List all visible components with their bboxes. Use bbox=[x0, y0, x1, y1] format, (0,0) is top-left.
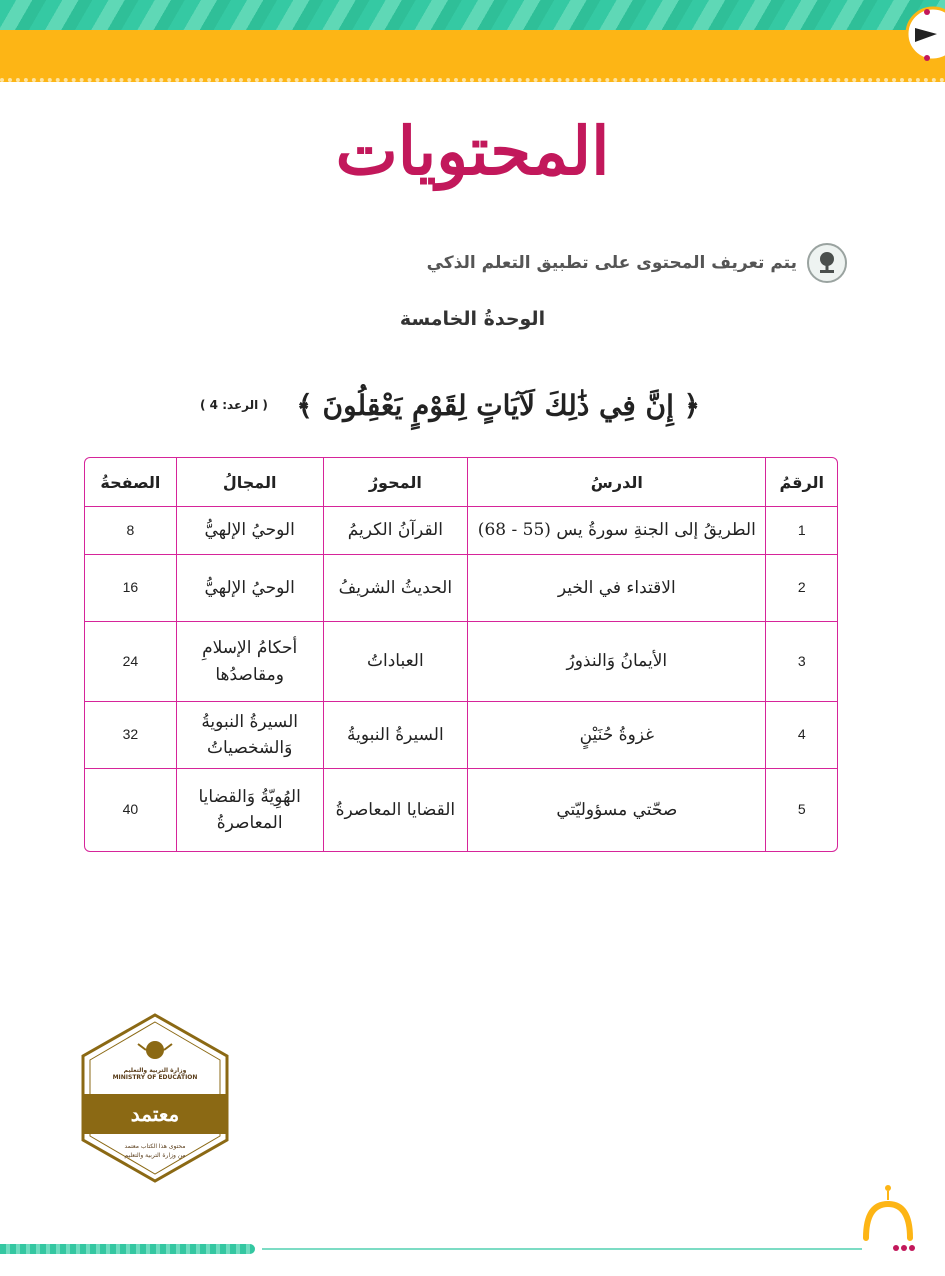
verse-text: ﴿ إِنَّ فِي ذَٰلِكَ لَآيَاتٍ لِقَوْمٍ يَعْقِلُونَ ﴾ bbox=[296, 388, 700, 422]
mosque-dome-icon bbox=[860, 1180, 920, 1252]
bottom-decorative-bar bbox=[0, 1244, 255, 1254]
row-field: الوحيُ الإلهيُّ bbox=[176, 507, 323, 555]
bottom-divider bbox=[262, 1248, 862, 1250]
row-axis: العباداتُ bbox=[323, 622, 468, 702]
header-page: الصفحةُ bbox=[85, 458, 176, 507]
smart-app-text: يتم تعريف المحتوى على تطبيق التعلم الذكي bbox=[426, 253, 797, 273]
row-field: الوحيُ الإلهيُّ bbox=[176, 555, 323, 622]
row-page[interactable]: 40 bbox=[122, 801, 139, 818]
row-page[interactable]: 32 bbox=[85, 702, 176, 769]
smart-app-note bbox=[427, 243, 847, 283]
row-number: 3 bbox=[765, 622, 837, 702]
verse-reference: ( الرعد: 4 ) bbox=[200, 398, 268, 412]
header-number: الرقمُ bbox=[765, 458, 837, 507]
unit-title: الوحدةُ الخامسة bbox=[399, 308, 546, 330]
table-row[interactable] bbox=[85, 507, 837, 555]
row-axis: القضايا المعاصرةُ bbox=[323, 769, 468, 851]
badge-ministry-ar: وزارة التربية والتعليم bbox=[123, 1067, 187, 1074]
row-page[interactable]: 16 bbox=[85, 555, 176, 622]
approval-badge bbox=[80, 1012, 230, 1184]
row-lesson[interactable]: غزوةُ حُنَيْنٍ bbox=[467, 702, 765, 769]
page-title: المحتويات bbox=[335, 112, 610, 190]
top-orange-band bbox=[0, 30, 945, 82]
row-number: 4 bbox=[765, 702, 837, 769]
row-page[interactable]: 24 bbox=[85, 622, 176, 702]
table-header-row bbox=[85, 458, 837, 507]
row-number: 1 bbox=[765, 507, 837, 555]
row-field: السيرةُ النبويةُ وَالشخصياتُ bbox=[176, 702, 323, 769]
badge-label: معتمد bbox=[83, 1094, 227, 1134]
table-row[interactable] bbox=[85, 555, 837, 622]
table-row[interactable] bbox=[85, 769, 837, 851]
row-number: 2 bbox=[765, 555, 837, 622]
row-lesson[interactable]: الأيمانُ وَالنذورُ bbox=[467, 622, 765, 702]
badge-note-line2: من وزارة التربية والتعليم bbox=[124, 1152, 186, 1159]
badge-ministry-en: MINISTRY OF EDUCATION bbox=[112, 1074, 198, 1081]
tree-app-icon bbox=[807, 243, 847, 283]
row-axis: الحديثُ الشريفُ bbox=[323, 555, 468, 622]
table-row[interactable] bbox=[85, 622, 837, 702]
row-field: الهُوِيّةُ وَالقضايا المعاصرةُ bbox=[176, 769, 323, 851]
quran-verse bbox=[200, 380, 700, 430]
row-lesson[interactable]: الطريقُ إلى الجنةِ سورةُ يس (55 - 68) bbox=[467, 507, 765, 555]
row-axis: القرآنُ الكريمُ bbox=[323, 507, 468, 555]
row-page[interactable]: 8 bbox=[85, 507, 176, 555]
header-lesson: الدرسُ bbox=[467, 458, 765, 507]
table-row[interactable] bbox=[85, 702, 837, 769]
row-axis: السيرةُ النبويةُ bbox=[323, 702, 468, 769]
row-number: 5 bbox=[765, 769, 837, 851]
contents-table bbox=[84, 457, 838, 852]
badge-note-line1: محتوى هذا الكتاب معتمد bbox=[124, 1143, 186, 1150]
corner-ornament-icon bbox=[897, 0, 945, 78]
top-decorative-band bbox=[0, 0, 945, 30]
row-lesson[interactable]: صحّتي مسؤوليّتي bbox=[467, 769, 765, 851]
header-axis: المحورُ bbox=[323, 458, 468, 507]
header-field: المجالُ bbox=[176, 458, 323, 507]
row-lesson[interactable]: الاقتداء في الخير bbox=[467, 555, 765, 622]
row-field: أحكامُ الإسلامِ ومقاصدُها bbox=[176, 622, 323, 702]
